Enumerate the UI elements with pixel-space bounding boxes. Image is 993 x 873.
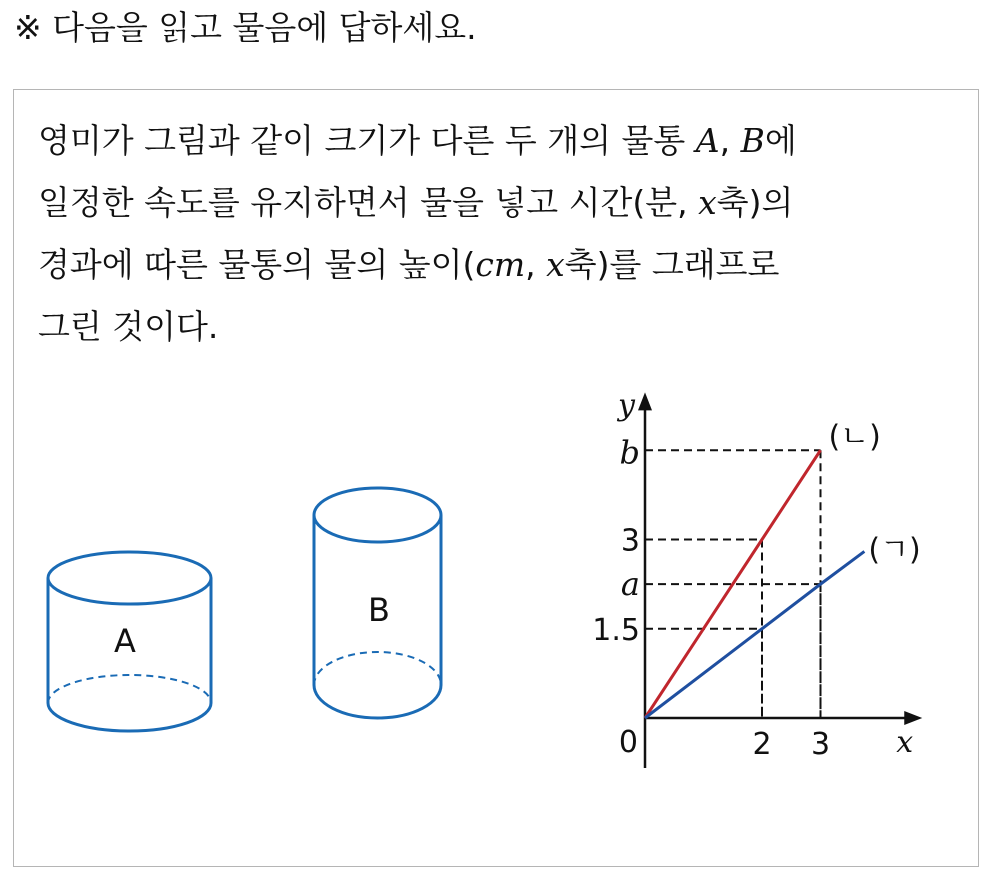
series-label: (ㄴ) xyxy=(828,419,881,455)
x-symbol: x xyxy=(698,183,717,222)
x-tick-label: 3 xyxy=(810,727,831,762)
y-tick-label: 3 xyxy=(620,523,640,559)
container-a-bottom-back xyxy=(48,675,211,703)
x-axis-arrow xyxy=(904,711,922,725)
y-axis-label: y xyxy=(618,388,635,423)
x-tick-label: 2 xyxy=(752,727,772,762)
container-b-bottom-front xyxy=(314,685,441,718)
y-tick-label: b xyxy=(619,433,640,472)
problem-line-2-end: 축)의 xyxy=(716,183,794,222)
y-tick-label: 1.5 xyxy=(592,612,640,648)
container-a-label: A xyxy=(114,622,136,660)
container-b-bottom-back xyxy=(314,652,441,685)
chart xyxy=(592,388,922,768)
y-tick-label: a xyxy=(620,565,640,604)
series-line-1 xyxy=(645,551,864,718)
instruction-text: ※ 다음을 읽고 물음에 답하세요. xyxy=(14,8,477,47)
problem-line-3-text: 경과에 따른 물통의 물의 높이( xyxy=(38,245,476,284)
series-label: (ㄱ) xyxy=(868,532,921,568)
x-axis-label: x xyxy=(896,725,914,760)
container-a-symbol: A xyxy=(695,121,720,160)
container-a-bottom-front xyxy=(48,703,211,731)
comma: , xyxy=(719,121,741,160)
container-b-symbol: B xyxy=(740,121,765,160)
problem-line-3-end: 축)를 그래프로 xyxy=(564,245,780,284)
problem-line-2-text: 일정한 속도를 유지하면서 물을 넣고 시간(분, xyxy=(38,183,699,222)
y-axis-arrow xyxy=(638,392,652,410)
x-symbol: x xyxy=(546,245,565,284)
container-a-top-ellipse xyxy=(48,552,211,604)
container-b-label: B xyxy=(368,591,390,629)
problem-line-1-end: 에 xyxy=(764,121,797,160)
problem-line-1-text: 영미가 그림과 같이 크기가 다른 두 개의 물통 xyxy=(38,121,696,160)
problem-line-4: 그린 것이다. xyxy=(38,307,219,346)
origin-label: 0 xyxy=(618,725,638,760)
cm-unit: cm xyxy=(475,245,526,284)
comma: , xyxy=(525,245,547,284)
container-b-top-ellipse xyxy=(314,488,441,542)
